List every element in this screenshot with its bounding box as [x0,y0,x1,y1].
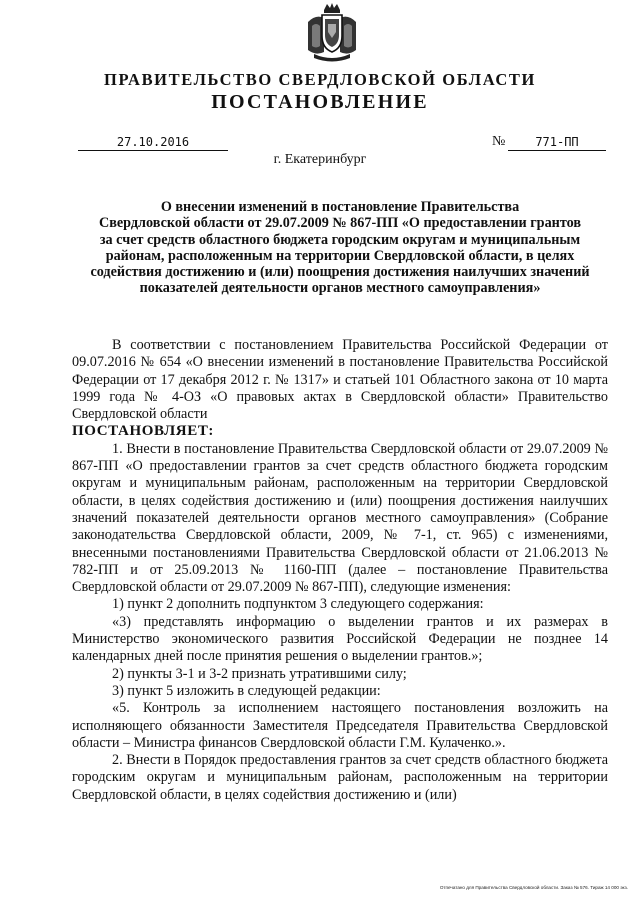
heading-line: за счет средств областного бюджета городским округам и муниципальным [99,231,581,248]
city: г. Екатеринбург [273,152,367,167]
heading-line: районам, расположенным на территории Свердловской области, в целях [105,247,575,264]
paragraph-1-item-2: 2) пункты 3-1 и 3-2 признать утратившими силу; [112,665,407,682]
paragraph-1: 1. Внести в постановление Правительства Свердловской области от 29.07.2009 № 867-ПП «О предоставлении грантов за счет средств областного бюджета городским округам и муниципальным районам, расположенным на территории Свердловской области, в целях содействия достижению и (или) поощрения достижения наилучших значений показателей деятельности органов местного самоуправления» (Собрание законодательства Свердловской области, 2009, № 7-1, ст. 965) с изменениями, внесенными постановлениями Правительства Свердловской области от 21.06.2013 № 782-ПП и от 25.09.2013 № 1160-ПП (далее – постановление Правительства Свердловской области от 29.07.2009 № 867-ПП), следующие изменения: [72,440,608,596]
heading-line: показателей деятельности органов местного самоуправления» [139,280,541,297]
paragraph-1-item-3-quote: «5. Контроль за исполнением настоящего постановления возложить на исполняющего обязанности Заместителя Председателя Правительства Свердловской области – Министра финансов Свердловской области Г.М. Кулаченко.». [72,700,608,751]
number-label: № [492,134,506,149]
print-footer: Отпечатано для Правительства Свердловской области. Заказ № 576. Тираж 14 000 экз. [439,885,628,890]
preamble-paragraph: В соответствии с постановлением Правительства Российской Федерации от 09.07.2016 № 654 «О внесении изменений в постановление Правительства Российской Федерации от 17 декабря 2012 г. № 1317» и статьей 101 Областного закона от 10 марта 1999 года № 4-ОЗ «О правовых актах в Свердловской области» Правительство Свердловской области [72,337,608,423]
heading-line: О внесении изменений в постановление Правительства [160,199,520,215]
heading-line: Свердловской области от 29.07.2009 № 867-ПП «О предоставлении грантов [98,215,582,232]
coat-of-arms-icon [302,2,362,64]
document-date: 27.10.2016 [78,134,228,151]
document-heading [72,199,608,297]
paragraph-2: 2. Внести в Порядок предоставления грантов за счет средств областного бюджета городским округам и муниципальным районам, расположенным на территории Свердловской области, в целях содействия достижению и (или) [72,752,608,803]
resolves-heading: ПОСТАНОВЛЯЕТ: [72,423,215,440]
organization-name: ПРАВИТЕЛЬСТВО СВЕРДЛОВСКОЙ ОБЛАСТИ [104,70,536,89]
paragraph-1-item-1-quote: «3) представлять информацию о выделении грантов и их размерах в Министерство экономического развития Российской Федерации не позднее 14 календарных дней после принятия решения о выделении грантов.»; [72,613,608,665]
document-type: ПОСТАНОВЛЕНИЕ [211,91,429,113]
heading-line: содействия достижению и (или) поощрения достижения наилучших значений [90,264,590,281]
paragraph-1-item-3: 3) пункт 5 изложить в следующей редакции: [112,682,381,699]
paragraph-1-item-1: 1) пункт 2 дополнить подпунктом 3 следующего содержания: [112,596,484,613]
document-number: 771-ПП [508,134,606,151]
document-body [72,337,608,804]
